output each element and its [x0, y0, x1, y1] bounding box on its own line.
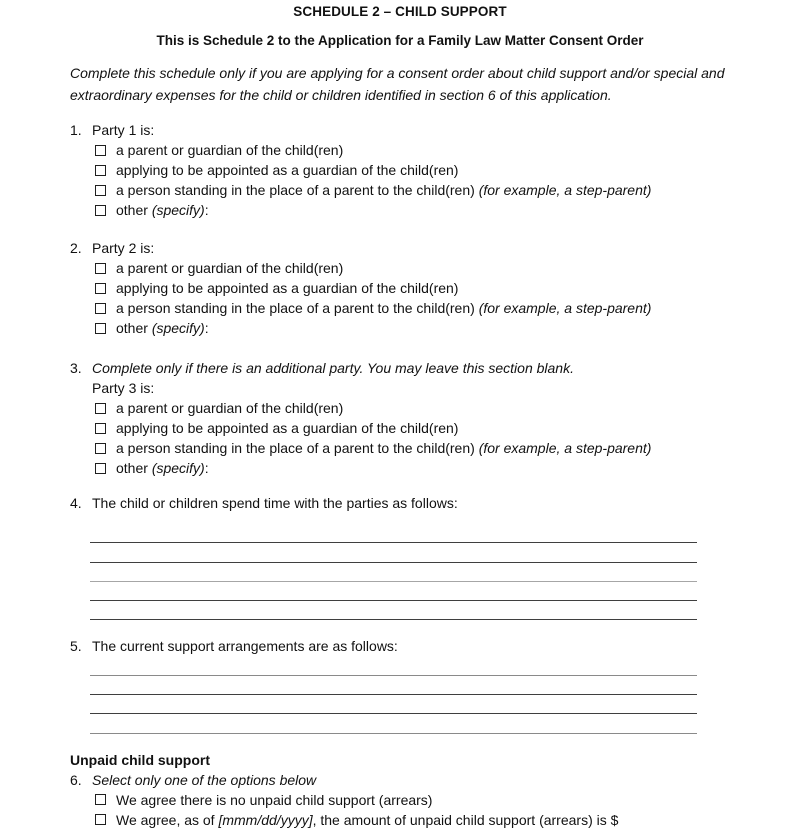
unpaid-child-support-heading: Unpaid child support [70, 751, 210, 768]
answer-line[interactable] [90, 656, 697, 675]
checkbox-icon[interactable] [95, 263, 106, 274]
checkbox-option-applying-guardian[interactable] [0, 160, 800, 180]
checkbox-icon[interactable] [95, 323, 106, 334]
checkbox-icon[interactable] [95, 145, 106, 156]
option-label [116, 400, 343, 416]
checkbox-icon[interactable] [95, 814, 106, 825]
option-text-suffix: : [204, 460, 209, 476]
option-text: other [116, 202, 152, 218]
section-6-note-row [0, 770, 800, 790]
option-label [116, 300, 651, 316]
section-2-header [0, 238, 800, 258]
option-text-italic: (specify) [151, 202, 205, 218]
option-text-suffix: , the amount of unpaid child support (arrears) is $ [312, 811, 619, 828]
checkbox-icon[interactable] [95, 403, 106, 414]
intro-line-2: extraordinary expenses for the child or children identified in section 6 of this application. [70, 87, 612, 103]
checkbox-icon[interactable] [95, 423, 106, 434]
section-5-header [0, 636, 800, 656]
form-subtitle: This is Schedule 2 to the Application for a Family Law Matter Consent Order [156, 33, 644, 48]
option-text-suffix: : [204, 320, 209, 336]
intro-line-1: Complete this schedule only if you are applying for a consent order about child support and/or special and [70, 65, 725, 81]
option-text: a person standing in the place of a parent to the child(ren) [116, 182, 479, 198]
checkbox-option-step-parent[interactable] [0, 298, 800, 318]
section-3-header [0, 378, 800, 398]
checkbox-option-applying-guardian[interactable] [0, 418, 800, 438]
option-label [116, 812, 618, 828]
checkbox-option-parent-guardian[interactable] [0, 140, 800, 160]
option-text-italic: [mmm/dd/yyyy] [218, 811, 313, 828]
section-label: The current support arrangements are as follows: [92, 638, 398, 655]
option-text: a person standing in the place of a parent to the child(ren) [116, 300, 479, 316]
checkbox-icon[interactable] [95, 443, 106, 454]
item-number: 5. [70, 638, 82, 655]
answer-lines-parenting-time [90, 524, 697, 620]
option-text: applying to be appointed as a guardian of the child(ren) [116, 280, 459, 296]
form-title: SCHEDULE 2 – CHILD SUPPORT [293, 4, 507, 19]
checkbox-option-other[interactable] [0, 318, 800, 338]
option-label [116, 460, 209, 476]
checkbox-option-other[interactable] [0, 458, 800, 478]
section-6 [0, 770, 800, 830]
answer-line[interactable] [90, 582, 697, 601]
checkbox-icon[interactable] [95, 303, 106, 314]
section-4-header [0, 493, 800, 513]
section-1-header [0, 120, 800, 140]
checkbox-option-other[interactable] [0, 200, 800, 220]
item-number: 4. [70, 495, 82, 511]
option-label [116, 142, 343, 158]
option-text: a person standing in the place of a parent to the child(ren) [116, 440, 479, 456]
option-label [116, 320, 209, 336]
section-label: Party 1 is: [92, 122, 155, 138]
checkbox-icon[interactable] [95, 165, 106, 176]
option-label [116, 792, 432, 808]
option-label [116, 182, 651, 198]
option-text: other [116, 320, 152, 336]
option-label [116, 202, 209, 218]
option-text-italic: (for example, a step-parent) [478, 182, 652, 198]
answer-lines-support-arrangements [90, 656, 697, 733]
section-2 [0, 238, 800, 338]
section-6-note: Select only one of the options below [92, 771, 317, 788]
section-3 [0, 358, 800, 478]
option-label [116, 440, 651, 456]
option-text: other [116, 460, 152, 476]
section-label: Party 3 is: [92, 380, 155, 396]
option-label [116, 280, 458, 296]
checkbox-option-parent-guardian[interactable] [0, 258, 800, 278]
checkbox-option-arrears-amount[interactable] [0, 810, 800, 830]
option-text-italic: (specify) [151, 320, 205, 336]
option-text-italic: (for example, a step-parent) [478, 440, 652, 456]
option-text: applying to be appointed as a guardian of the child(ren) [116, 420, 459, 436]
checkbox-icon[interactable] [95, 185, 106, 196]
checkbox-option-step-parent[interactable] [0, 180, 800, 200]
option-text: a parent or guardian of the child(ren) [116, 142, 344, 158]
checkbox-icon[interactable] [95, 463, 106, 474]
option-text: a parent or guardian of the child(ren) [116, 260, 344, 276]
section-label: The child or children spend time with the parties as follows: [92, 495, 458, 511]
answer-line[interactable] [90, 563, 697, 582]
option-text: We agree there is no unpaid child support (arrears) [116, 791, 433, 808]
intro-note [70, 62, 730, 106]
checkbox-option-parent-guardian[interactable] [0, 398, 800, 418]
option-label [116, 260, 343, 276]
answer-line[interactable] [90, 714, 697, 733]
checkbox-icon[interactable] [95, 205, 106, 216]
checkbox-option-step-parent[interactable] [0, 438, 800, 458]
option-label [116, 162, 458, 178]
option-text: applying to be appointed as a guardian of the child(ren) [116, 162, 459, 178]
option-text-italic: (for example, a step-parent) [478, 300, 652, 316]
option-text-italic: (specify) [151, 460, 205, 476]
checkbox-icon[interactable] [95, 794, 106, 805]
item-number: 2. [70, 240, 82, 256]
section-1 [0, 120, 800, 220]
checkbox-option-no-arrears[interactable] [0, 790, 800, 810]
section-3-note-row [0, 358, 800, 378]
option-text: a parent or guardian of the child(ren) [116, 400, 344, 416]
section-label: Party 2 is: [92, 240, 155, 256]
answer-line[interactable] [90, 695, 697, 714]
checkbox-option-applying-guardian[interactable] [0, 278, 800, 298]
item-number: 6. [70, 771, 82, 788]
option-text-suffix: : [204, 202, 209, 218]
answer-line[interactable] [90, 676, 697, 695]
option-label [116, 420, 458, 436]
item-number: 1. [70, 122, 82, 138]
answer-line[interactable] [90, 543, 697, 562]
answer-line[interactable] [90, 524, 697, 543]
section-3-note: Complete only if there is an additional party. You may leave this section blank. [92, 360, 574, 376]
answer-line[interactable] [90, 601, 697, 620]
item-number: 3. [70, 360, 82, 376]
option-text: We agree, as of [116, 811, 219, 828]
section-5 [0, 636, 800, 733]
section-4 [0, 493, 800, 620]
checkbox-icon[interactable] [95, 283, 106, 294]
